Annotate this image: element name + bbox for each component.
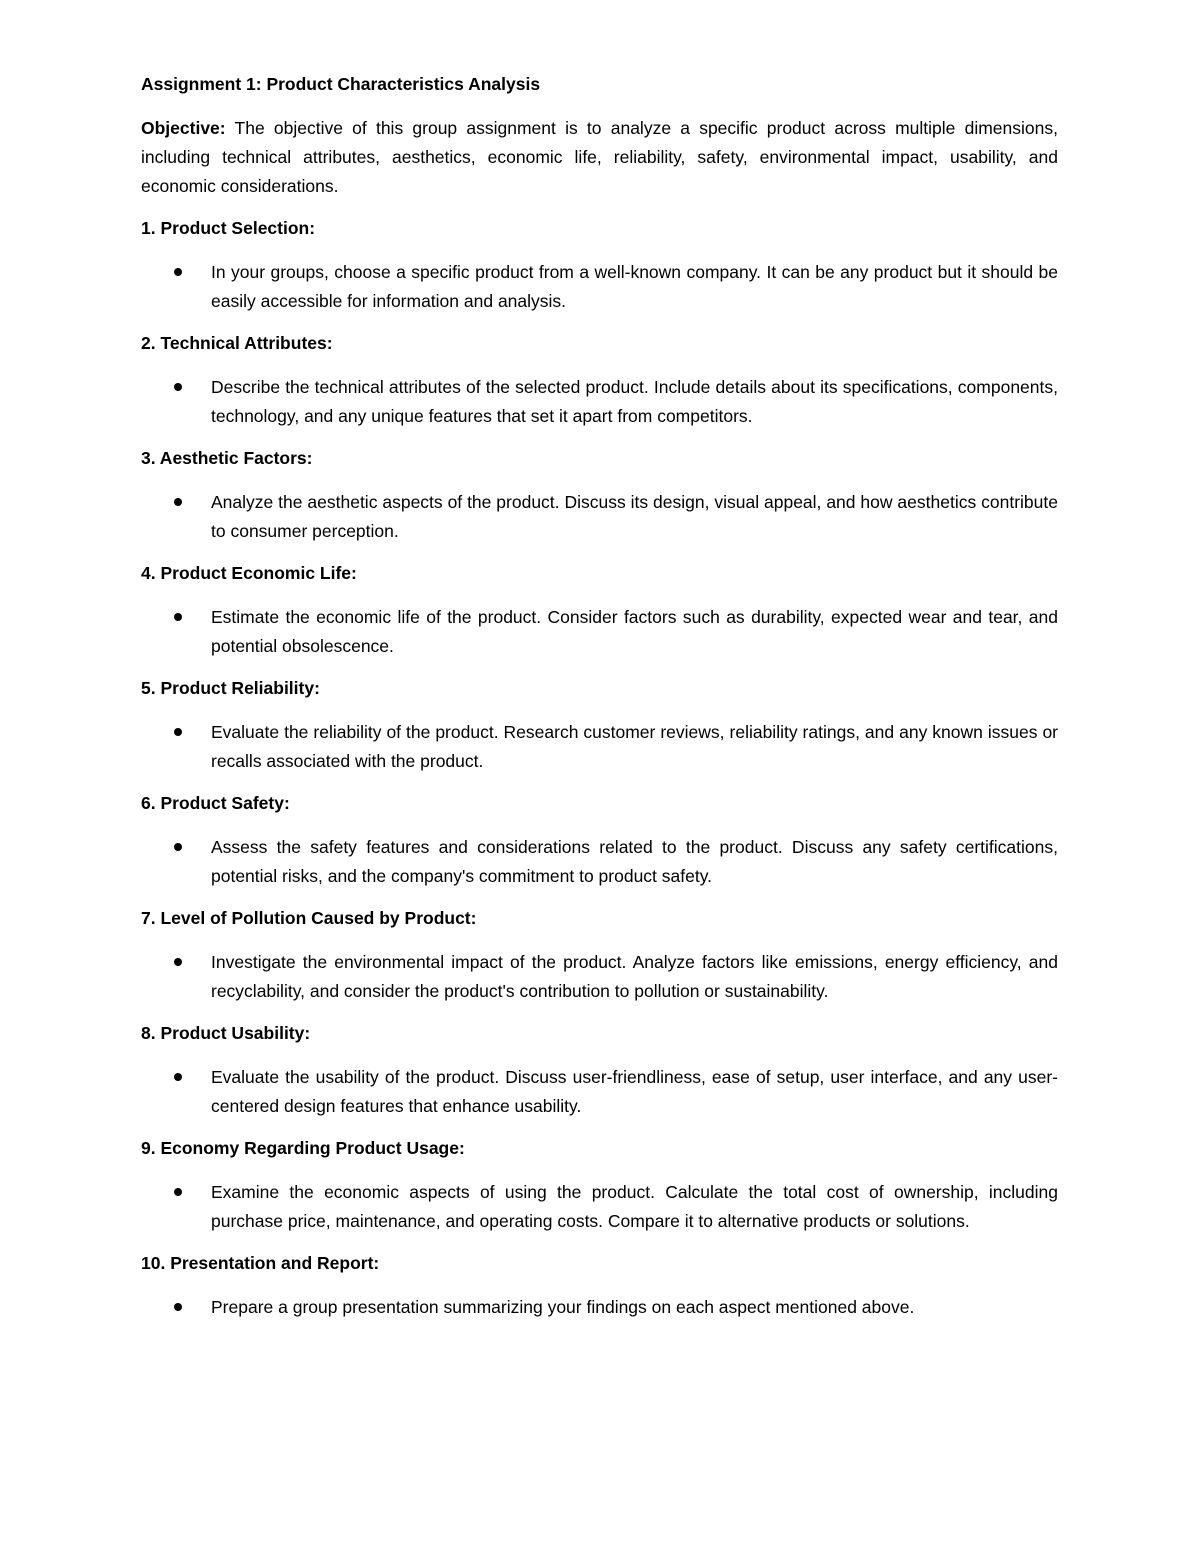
bullet-item (141, 1063, 1058, 1121)
section-heading: 4. Product Economic Life: (141, 563, 357, 583)
section-product-safety (141, 791, 1058, 891)
bullet-icon (174, 1303, 182, 1311)
document-page (141, 72, 1058, 1337)
bullet-item (141, 948, 1058, 1006)
objective-text: The objective of this group assignment is to analyze a specific product across multiple dimensions, including technical attributes, aesthetics, economic life, reliability, safety, environmental impact, usability, and economic considerations. (141, 118, 1058, 196)
bullet-icon (174, 958, 182, 966)
bullet-item (141, 1178, 1058, 1236)
bullet-list (141, 948, 1058, 1006)
section-aesthetic-factors (141, 446, 1058, 546)
bullet-text: Evaluate the reliability of the product. Research customer reviews, reliability ratings, and any known issues or recalls associated with the product. (211, 722, 1058, 771)
bullet-list (141, 258, 1058, 316)
section-heading: 1. Product Selection: (141, 218, 316, 238)
bullet-list (141, 718, 1058, 776)
bullet-list (141, 603, 1058, 661)
bullet-text: Prepare a group presentation summarizing your findings on each aspect mentioned above. (211, 1297, 915, 1317)
document-title: Assignment 1: Product Characteristics Analysis (141, 74, 541, 94)
bullet-icon (174, 843, 182, 851)
section-heading: 7. Level of Pollution Caused by Product: (141, 908, 477, 928)
bullet-icon (174, 1188, 182, 1196)
bullet-list (141, 1063, 1058, 1121)
bullet-list (141, 1293, 1058, 1322)
section-heading: 6. Product Safety: (141, 793, 290, 813)
section-heading: 5. Product Reliability: (141, 678, 320, 698)
bullet-item (141, 1293, 1058, 1322)
bullet-icon (174, 268, 182, 276)
section-product-economic-life (141, 561, 1058, 661)
section-technical-attributes (141, 331, 1058, 431)
bullet-text: Evaluate the usability of the product. Discuss user-friendliness, ease of setup, user interface, and any user-centered design features that enhance usability. (211, 1067, 1058, 1116)
bullet-text: Analyze the aesthetic aspects of the product. Discuss its design, visual appeal, and how aesthetics contribute to consumer perception. (211, 492, 1058, 541)
section-presentation-report (141, 1251, 1058, 1322)
bullet-icon (174, 1073, 182, 1081)
bullet-text: In your groups, choose a specific product from a well-known company. It can be any product but it should be easily accessible for information and analysis. (211, 262, 1058, 311)
bullet-item (141, 833, 1058, 891)
section-economy-usage (141, 1136, 1058, 1236)
section-product-selection (141, 216, 1058, 316)
bullet-list (141, 1178, 1058, 1236)
bullet-text: Assess the safety features and considerations related to the product. Discuss any safety certifications, potential risks, and the company's commitment to product safety. (211, 837, 1058, 886)
section-product-usability (141, 1021, 1058, 1121)
bullet-icon (174, 728, 182, 736)
bullet-list (141, 488, 1058, 546)
bullet-icon (174, 383, 182, 391)
bullet-item (141, 258, 1058, 316)
objective-paragraph (141, 114, 1058, 201)
section-product-reliability (141, 676, 1058, 776)
bullet-list (141, 833, 1058, 891)
section-heading: 9. Economy Regarding Product Usage: (141, 1138, 465, 1158)
bullet-item (141, 373, 1058, 431)
bullet-text: Investigate the environmental impact of the product. Analyze factors like emissions, energy efficiency, and recyclability, and consider the product's contribution to pollution or sustainability. (211, 952, 1058, 1001)
section-heading: 10. Presentation and Report: (141, 1253, 380, 1273)
bullet-item (141, 603, 1058, 661)
bullet-item (141, 718, 1058, 776)
bullet-text: Examine the economic aspects of using the product. Calculate the total cost of ownership, including purchase price, maintenance, and operating costs. Compare it to alternative products or solutions. (211, 1182, 1058, 1231)
section-heading: 8. Product Usability: (141, 1023, 311, 1043)
section-pollution (141, 906, 1058, 1006)
section-heading: 2. Technical Attributes: (141, 333, 333, 353)
bullet-text: Estimate the economic life of the product. Consider factors such as durability, expected wear and tear, and potential obsolescence. (211, 607, 1058, 656)
section-heading: 3. Aesthetic Factors: (141, 448, 313, 468)
objective-label: Objective: (141, 118, 226, 138)
bullet-icon (174, 498, 182, 506)
bullet-icon (174, 613, 182, 621)
bullet-list (141, 373, 1058, 431)
bullet-item (141, 488, 1058, 546)
bullet-text: Describe the technical attributes of the selected product. Include details about its specifications, components, technology, and any unique features that set it apart from competitors. (211, 377, 1058, 426)
